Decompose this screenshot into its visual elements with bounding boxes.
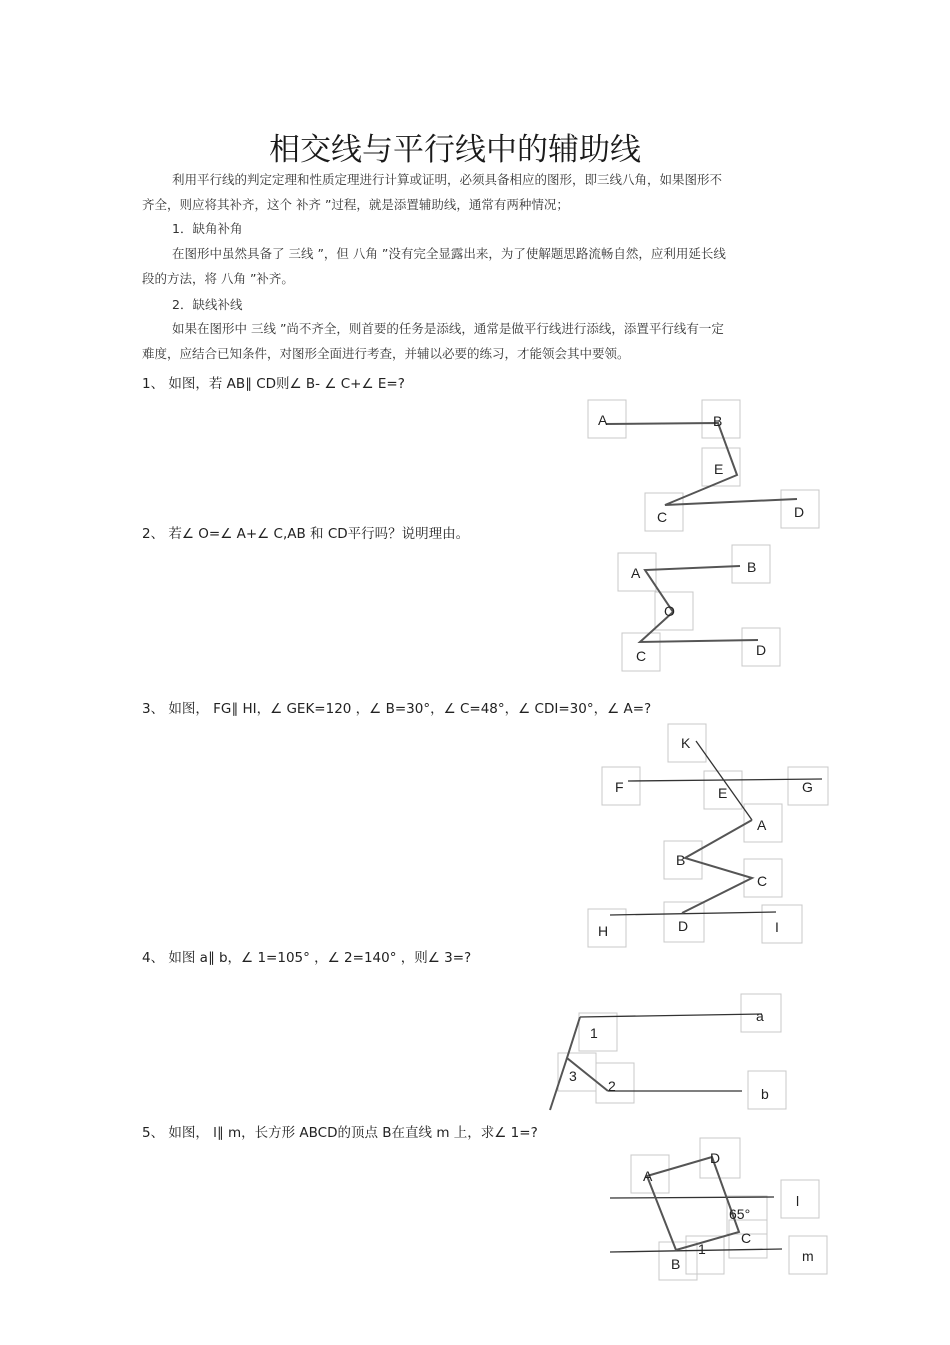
fig3-label-i: I xyxy=(775,919,779,935)
fig1-label-a: A xyxy=(598,412,608,428)
fig3-label-b: B xyxy=(676,852,686,868)
fig5-label-l: l xyxy=(796,1193,800,1209)
fig3-label-g: G xyxy=(802,779,813,795)
fig3-label-k: K xyxy=(681,735,691,751)
fig4-label-3: 3 xyxy=(569,1068,577,1084)
fig3-label-h: H xyxy=(598,923,609,939)
fig2-label-o: O xyxy=(664,603,675,619)
fig4-label-1: 1 xyxy=(590,1025,598,1041)
fig3-label-c: C xyxy=(757,873,768,889)
fig1-label-b: B xyxy=(713,413,723,429)
figure-2 xyxy=(618,545,780,671)
intro-line-1: 利用平行线的判定定理和性质定理进行计算或证明，必须具备相应的图形，即三线八角，如果图形不 xyxy=(172,172,723,187)
fig3-label-f: F xyxy=(615,779,624,795)
item2-line-2: 难度，应结合已知条件，对图形全面进行考查，并辅以必要的练习，才能领会其中要领。 xyxy=(142,346,630,361)
question-5: 5、 如图， l∥ m，长方形 ABCD的顶点 B在直线 m 上，求∠ 1=? xyxy=(142,1125,538,1141)
figure-3 xyxy=(588,724,828,947)
fig2-label-a: A xyxy=(631,565,641,581)
figure-4 xyxy=(550,994,786,1110)
fig5-label-c: C xyxy=(741,1230,752,1246)
item1-line-1: 在图形中虽然具备了 三线 ”，但 八角 ”没有完全显露出来，为了使解题思路流畅自然，应利用延长线 xyxy=(172,246,726,261)
item1-title: 1．缺角补角 xyxy=(172,221,243,236)
fig5-label-d: D xyxy=(710,1150,721,1166)
fig4-label-a: a xyxy=(756,1008,764,1024)
page-title: 相交线与平行线中的辅助线 xyxy=(269,132,641,168)
fig2-label-c: C xyxy=(636,648,647,664)
fig5-angle-65: 65° xyxy=(729,1206,751,1222)
fig1-label-d: D xyxy=(794,504,805,520)
fig1-label-e: E xyxy=(714,461,724,477)
question-1: 1、 如图，若 AB∥ CD则∠ B- ∠ C+∠ E=? xyxy=(142,376,405,392)
item2-title: 2．缺线补线 xyxy=(172,297,243,312)
item1-line-2: 段的方法，将 八角 ”补齐。 xyxy=(142,271,294,286)
intro-line-2: 齐全，则应将其补齐，这个 补齐 ”过程，就是添置辅助线，通常有两种情况； xyxy=(142,197,569,212)
fig4-label-b: b xyxy=(761,1086,769,1102)
fig2-label-b: B xyxy=(747,559,757,575)
figure-5 xyxy=(610,1138,827,1280)
question-3: 3、 如图， FG∥ HI，∠ GEK=120 ，∠ B=30°，∠ C=48°，∠ CDI=30°，∠ A=? xyxy=(142,701,652,717)
fig4-label-2: 2 xyxy=(608,1078,616,1094)
fig5-label-m: m xyxy=(802,1248,814,1264)
fig5-label-b: B xyxy=(671,1256,681,1272)
fig3-label-a: A xyxy=(757,817,767,833)
item2-line-1: 如果在图形中 三线 ”尚不齐全，则首要的任务是添线，通常是做平行线进行添线，添置平行线有一定 xyxy=(172,321,724,336)
fig3-label-e: E xyxy=(718,785,728,801)
fig1-label-c: C xyxy=(657,509,668,525)
figure-1 xyxy=(588,400,819,531)
fig3-label-d: D xyxy=(678,918,689,934)
fig5-label-1: 1 xyxy=(698,1241,706,1257)
question-4: 4、 如图 a∥ b，∠ 1=105° ，∠ 2=140° ，则∠ 3=? xyxy=(142,950,472,966)
fig5-label-a: A xyxy=(643,1168,653,1184)
question-2: 2、 若∠ O=∠ A+∠ C,AB 和 CD平行吗？说明理由。 xyxy=(142,526,470,542)
fig2-label-d: D xyxy=(756,642,767,658)
